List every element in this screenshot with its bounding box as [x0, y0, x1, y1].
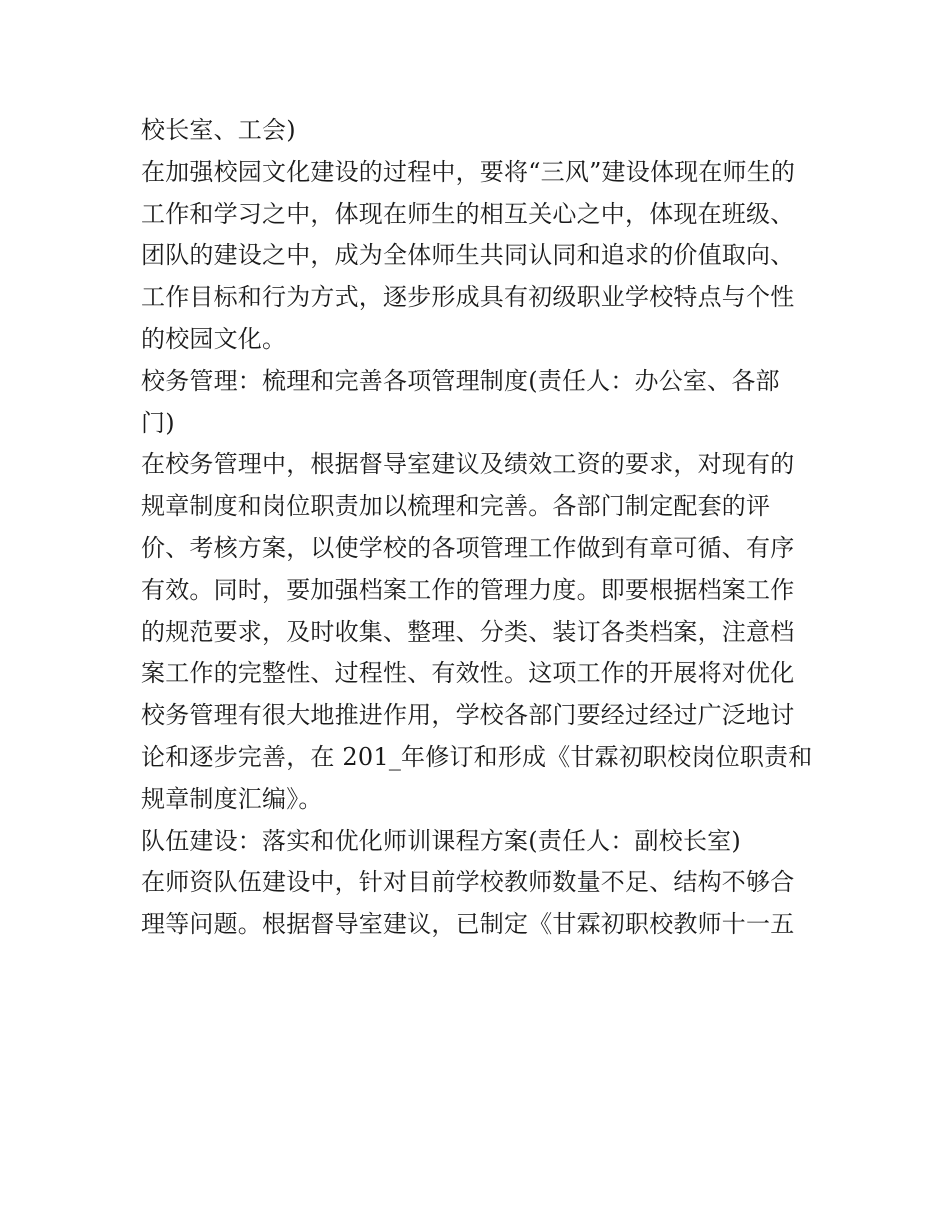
- text-line: 论和逐步完善，在 201_年修订和形成《甘霖初职校岗位职责和: [141, 742, 813, 771]
- text-line: 团队的建设之中，成为全体师生共同认同和追求的价值取向、: [141, 241, 795, 270]
- text-line: 校务管理有很大地推进作用，学校各部门要经过经过广泛地讨: [141, 701, 795, 730]
- text-line: 规章制度汇编》。: [141, 784, 323, 813]
- text-line: 的校园文化。: [141, 324, 287, 353]
- text-line: 工作目标和行为方式，逐步形成具有初级职业学校特点与个性: [141, 283, 795, 312]
- document-body: [141, 110, 821, 946]
- text-line: 理等问题。根据督导室建议，已制定《甘霖初职校教师十一五: [141, 910, 795, 939]
- text-line: 在校务管理中，根据督导室建议及绩效工资的要求，对现有的: [141, 450, 795, 479]
- text-line: 校长室、工会): [141, 116, 296, 144]
- section-heading: 门): [141, 408, 175, 437]
- text-line: 有效。同时，要加强档案工作的管理力度。即要根据档案工作: [141, 575, 795, 604]
- section-heading: 队伍建设：落实和优化师训课程方案(责任人：副校长室): [141, 826, 741, 855]
- text-line: 规章制度和岗位职责加以梳理和完善。各部门制定配套的评: [141, 492, 771, 521]
- section-heading: 校务管理：梳理和完善各项管理制度(责任人：办公室、各部: [141, 366, 780, 395]
- text-line: 在师资队伍建设中，针对目前学校教师数量不足、结构不够合: [141, 868, 795, 897]
- text-line: 案工作的完整性、过程性、有效性。这项工作的开展将对优化: [141, 659, 795, 688]
- text-line: 工作和学习之中，体现在师生的相互关心之中，体现在班级、: [141, 199, 795, 228]
- text-line: 价、考核方案，以使学校的各项管理工作做到有章可循、有序: [141, 533, 795, 562]
- text-line: 在加强校园文化建设的过程中，要将“三风”建设体现在师生的: [141, 157, 796, 186]
- text-line: 的规范要求，及时收集、整理、分类、装订各类档案，注意档: [141, 617, 795, 646]
